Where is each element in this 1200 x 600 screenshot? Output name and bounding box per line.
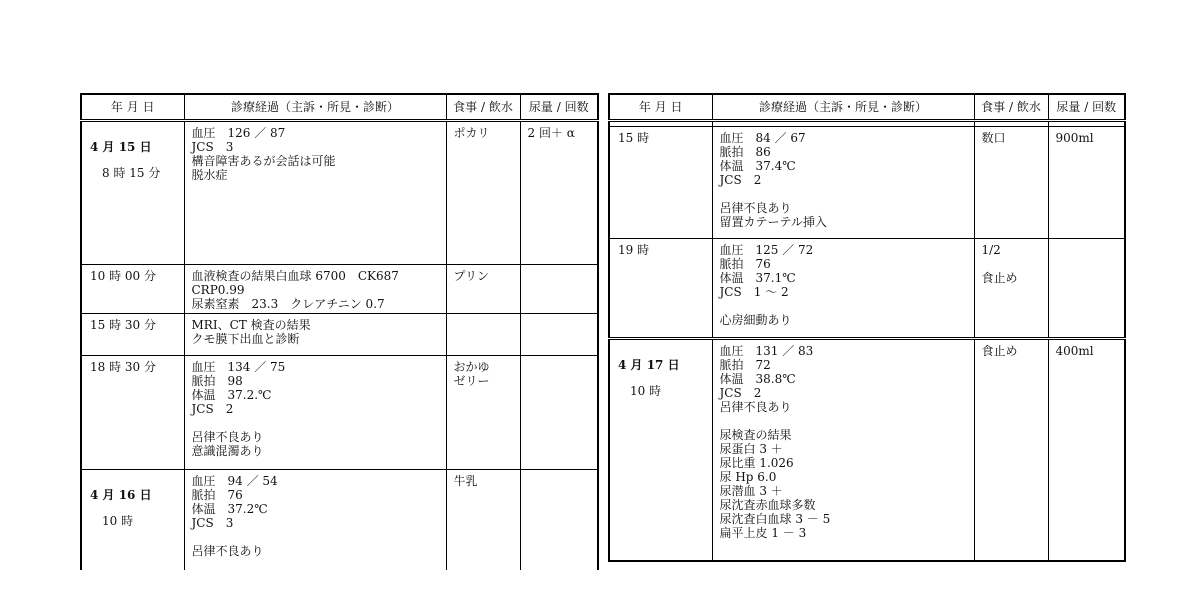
header-course: 診療経過（主訴・所見・診断） xyxy=(184,94,446,121)
header-urine: 尿量 / 回数 xyxy=(520,94,598,121)
date-cell xyxy=(81,121,184,265)
header-diet: 食事 / 飲水 xyxy=(446,94,520,121)
time-text: 10 時 xyxy=(102,514,134,528)
left-record-table xyxy=(80,93,599,570)
header-date: 年 月 日 xyxy=(609,94,712,121)
course-cell: 血圧 125 ／ 72 脈拍 76 体温 37.1℃ JCS 1 ～ 2 心房細動あり xyxy=(712,239,974,339)
urine-cell xyxy=(520,265,598,314)
diet-cell: プリン xyxy=(446,265,520,314)
table-header-row xyxy=(609,94,1125,121)
date-text: 4 月 15 日 xyxy=(90,140,152,154)
date-cell xyxy=(81,470,184,571)
diet-cell: 1/2 食止め xyxy=(974,239,1048,339)
time-cell: 15 時 30 分 xyxy=(81,314,184,356)
header-date: 年 月 日 xyxy=(81,94,184,121)
diet-cell: おかゆ ゼリー xyxy=(446,356,520,470)
table-row xyxy=(81,356,598,470)
urine-cell xyxy=(520,314,598,356)
header-course: 診療経過（主訴・所見・診断） xyxy=(712,94,974,121)
header-diet: 食事 / 飲水 xyxy=(974,94,1048,121)
table-row xyxy=(81,121,598,265)
diet-cell: 牛乳 xyxy=(446,470,520,571)
urine-cell xyxy=(520,470,598,571)
date-text: 4 月 17 日 xyxy=(618,358,680,372)
urine-cell: 900ml xyxy=(1048,127,1125,239)
diet-cell xyxy=(446,314,520,356)
date-text: 4 月 16 日 xyxy=(90,488,152,502)
course-cell: 血圧 84 ／ 67 脈拍 86 体温 37.4℃ JCS 2 呂律不良あり 留置カテーテル挿入 xyxy=(712,127,974,239)
header-urine: 尿量 / 回数 xyxy=(1048,94,1125,121)
date-cell xyxy=(609,339,712,562)
table-row xyxy=(609,239,1125,339)
table-row xyxy=(81,265,598,314)
urine-cell xyxy=(520,356,598,470)
course-cell: 血圧 126 ／ 87 JCS 3 構音障害あるが会話は可能 脱水症 xyxy=(184,121,446,265)
urine-cell xyxy=(1048,239,1125,339)
time-text: 8 時 15 分 xyxy=(102,166,161,180)
table-row xyxy=(609,127,1125,239)
urine-cell: 2 回＋ α xyxy=(520,121,598,265)
time-text: 10 時 xyxy=(630,384,662,398)
course-cell: 血圧 134 ／ 75 脈拍 98 体温 37.2.℃ JCS 2 呂律不良あり 意識混濁あり xyxy=(184,356,446,470)
course-cell: 血圧 94 ／ 54 脈拍 76 体温 37.2℃ JCS 3 呂律不良あり xyxy=(184,470,446,571)
diet-cell: 数口 xyxy=(974,127,1048,239)
time-cell: 15 時 xyxy=(609,127,712,239)
table-row xyxy=(81,314,598,356)
table-row xyxy=(609,339,1125,562)
time-cell: 19 時 xyxy=(609,239,712,339)
time-cell: 18 時 30 分 xyxy=(81,356,184,470)
urine-cell: 400ml xyxy=(1048,339,1125,562)
diet-cell: ポカリ xyxy=(446,121,520,265)
diet-cell: 食止め xyxy=(974,339,1048,562)
right-record-table xyxy=(608,93,1126,562)
table-header-row xyxy=(81,94,598,121)
time-cell: 10 時 00 分 xyxy=(81,265,184,314)
course-cell: 血液検査の結果白血球 6700 CK687 CRP0.99 尿素窒素 23.3 クレアチニン 0.7 xyxy=(184,265,446,314)
course-cell: MRI、CT 検査の結果 クモ膜下出血と診断 xyxy=(184,314,446,356)
course-cell: 血圧 131 ／ 83 脈拍 72 体温 38.8℃ JCS 2 呂律不良あり 尿検査の結果 尿蛋白 3 ＋ 尿比重 1.026 尿 Hp 6.0 尿潜血 3 ＋ 尿沈査赤血球多数 尿沈査白血球 3 － 5 扁平上皮 1 － 3 xyxy=(712,339,974,562)
table-row xyxy=(81,470,598,571)
